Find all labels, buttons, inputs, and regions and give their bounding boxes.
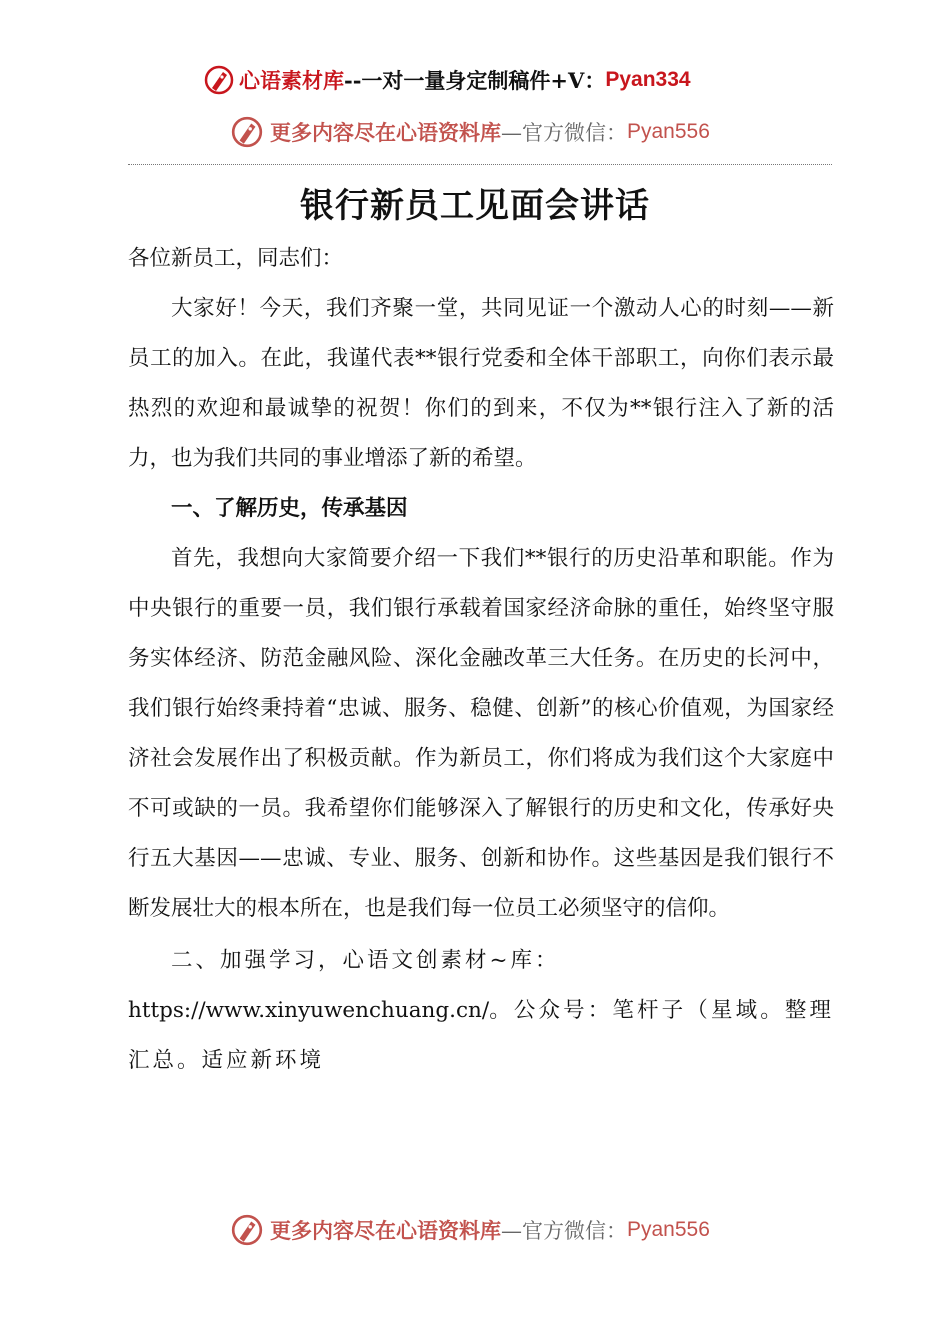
- footer-more-text: 更多内容尽在心语资料库: [270, 1218, 501, 1243]
- header-wechat-id: Pyan334: [605, 68, 691, 91]
- section2-rest: 。公众号：笔杆子（星域。整理汇总。适应新环境: [128, 998, 834, 1073]
- section2-url: https://www.xinyuwenchuang.cn/: [128, 998, 490, 1023]
- header-brand: 心语素材库: [239, 68, 344, 93]
- paragraph: 大家好！今天，我们齐聚一堂，共同见证一个激动人心的时刻——新员工的加入。在此，我谨代表**银行党委和全体干部职工，向你们表示最热烈的欢迎和最诚挚的祝贺！你们的到来，不仅为**银行注入了新的活力，也为我们共同的事业增添了新的希望。: [128, 296, 834, 471]
- footer-official-text: —官方微信：: [501, 1219, 627, 1243]
- header-more-line: [230, 114, 710, 150]
- document-body: [128, 234, 834, 1086]
- section2-content: [128, 986, 834, 1086]
- header-brand-line: [203, 62, 691, 98]
- header-official-text: —官方微信：: [501, 121, 627, 145]
- pen-nib-logo-icon: [203, 64, 235, 96]
- paragraph: 首先，我想向大家简要介绍一下我们**银行的历史沿革和职能。作为中央银行的重要一员，我们银行承载着国家经济命脉的重任，始终坚守服务实体经济、防范金融风险、深化金融改革三大任务。在历史的长河中，我们银行始终秉持着“忠诚、服务、稳健、创新”的核心价值观，为国家经济社会发展作出了积极贡献。作为新员工，你们将成为我们这个大家庭中不可或缺的一员。我希望你们能够深入了解银行的历史和文化，传承好央行五大基因——忠诚、专业、服务、创新和协作。这些基因是我们银行不断发展壮大的根本所在，也是我们每一位员工必须坚守的信仰。: [128, 546, 834, 921]
- pen-nib-logo-icon: [230, 1213, 264, 1247]
- section-heading-2: [128, 936, 834, 986]
- section-heading: 一、了解历史，传承基因: [171, 496, 408, 521]
- header-more-text: 更多内容尽在心语资料库: [270, 120, 501, 145]
- salutation: 各位新员工，同志们：: [128, 246, 344, 271]
- footer-more-line: [230, 1212, 710, 1248]
- section2-heading-text: 二、加强学习，心语文创素材~库：: [171, 948, 560, 973]
- header-divider: [128, 164, 832, 165]
- header-official-id: Pyan556: [627, 120, 710, 143]
- header-slogan: --一对一量身定制稿件+V：: [344, 68, 606, 93]
- pen-nib-logo-icon: [230, 115, 264, 149]
- footer-official-id: Pyan556: [627, 1218, 710, 1241]
- document-title: 银行新员工见面会讲话: [300, 186, 650, 226]
